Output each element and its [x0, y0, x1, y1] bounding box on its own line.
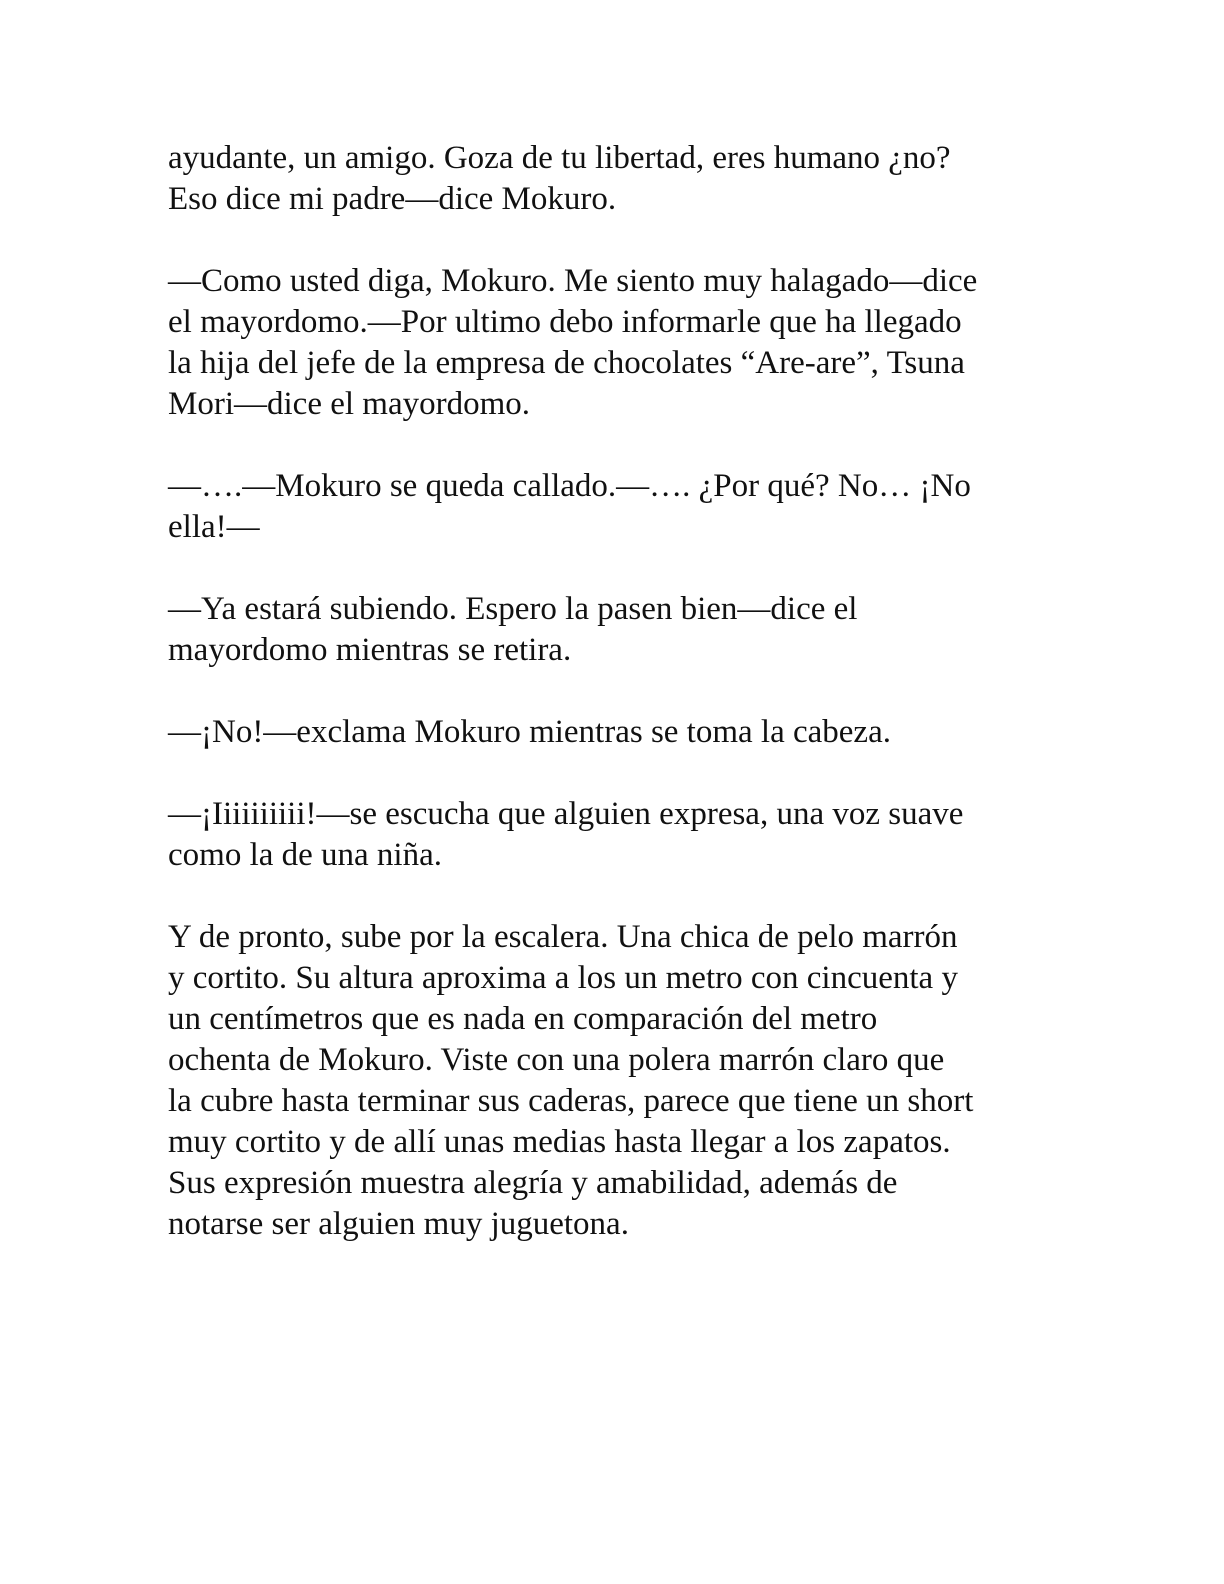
text-line: —¡No!—exclama Mokuro mientras se toma la cabeza. — [168, 714, 891, 750]
paragraph-1 — [168, 138, 1058, 220]
text-line: —Como usted diga, Mokuro. Me siento muy halagado—dice — [168, 263, 978, 299]
text-line: ayudante, un amigo. Goza de tu libertad, eres humano ¿no? — [168, 140, 951, 176]
text-line: el mayordomo.—Por ultimo debo informarle que ha llegado — [168, 304, 962, 340]
text-line: Sus expresión muestra alegría y amabilidad, además de — [168, 1165, 898, 1201]
text-line: Mori—dice el mayordomo. — [168, 386, 531, 422]
text-line: —Ya estará subiendo. Espero la pasen bien—dice el — [168, 591, 858, 627]
text-line: muy cortito y de allí unas medias hasta llegar a los zapatos. — [168, 1124, 951, 1160]
text-line: la hija del jefe de la empresa de chocolates “Are-are”, Tsuna — [168, 345, 965, 381]
document-page — [168, 138, 1058, 1286]
paragraph-6 — [168, 794, 1058, 876]
text-line: notarse ser alguien muy juguetona. — [168, 1206, 629, 1242]
text-line: como la de una niña. — [168, 837, 442, 873]
text-line: —….—Mokuro se queda callado.—…. ¿Por qué? No… ¡No — [168, 468, 971, 504]
text-line: y cortito. Su altura aproxima a los un metro con cincuenta y — [168, 960, 958, 996]
paragraph-5 — [168, 712, 1058, 753]
text-line: mayordomo mientras se retira. — [168, 632, 572, 668]
paragraph-3 — [168, 466, 1058, 548]
text-line: Eso dice mi padre—dice Mokuro. — [168, 181, 617, 217]
text-line: Y de pronto, sube por la escalera. Una chica de pelo marrón — [168, 919, 958, 955]
paragraph-2 — [168, 261, 1058, 425]
text-line: la cubre hasta terminar sus caderas, parece que tiene un short — [168, 1083, 974, 1119]
paragraph-7 — [168, 917, 1058, 1245]
text-line: ochenta de Mokuro. Viste con una polera marrón claro que — [168, 1042, 945, 1078]
paragraph-4 — [168, 589, 1058, 671]
text-line: un centímetros que es nada en comparación del metro — [168, 1001, 878, 1037]
text-line: ella!— — [168, 509, 260, 545]
text-line: —¡Iiiiiiiiii!—se escucha que alguien expresa, una voz suave — [168, 796, 964, 832]
